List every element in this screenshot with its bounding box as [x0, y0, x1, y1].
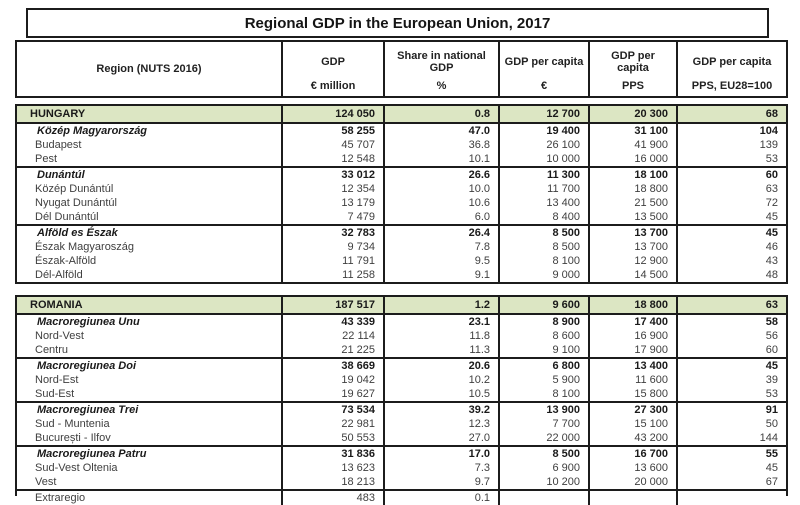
value-cell: 13 700: [588, 240, 676, 254]
value-cell: 19 400: [498, 124, 588, 138]
value-cell: 48: [676, 268, 786, 282]
value-cell: 10.5: [383, 387, 498, 401]
country-table-hungary: [15, 104, 788, 284]
header-column-unit: PPS, EU28=100: [691, 80, 773, 92]
value-cell: 50 553: [281, 431, 383, 445]
value-cell: 18 100: [588, 168, 676, 182]
value-cell: 7.8: [383, 240, 498, 254]
table-row: [17, 417, 786, 431]
region-group-2: [17, 224, 786, 282]
region-name: Alföld es Észak: [37, 227, 118, 239]
value-cell: 13 600: [588, 461, 676, 475]
region-name: Közép Dunántúl: [35, 183, 114, 195]
value-cell: 16 000: [588, 152, 676, 166]
value-cell: 12 700: [498, 106, 588, 122]
region-name: Dél-Alföld: [35, 269, 83, 281]
value-cell: 10.1: [383, 152, 498, 166]
column-header-row: [15, 40, 788, 98]
value-cell: 0.8: [383, 106, 498, 122]
value-cell: 7 700: [498, 417, 588, 431]
value-cell: 18 800: [588, 182, 676, 196]
clipped-partial-row: [15, 491, 788, 504]
table-row: [17, 475, 786, 489]
value-cell: 12 900: [588, 254, 676, 268]
value-cell: 187 517: [281, 297, 383, 313]
value-cell: 45: [676, 461, 786, 475]
value-cell: 38 669: [281, 359, 383, 373]
value-cell: 8 400: [498, 210, 588, 224]
country-table-romania: [15, 295, 788, 491]
header-column-label: Share in national GDP: [397, 50, 486, 74]
table-row: [17, 359, 786, 373]
header-column-label: GDP: [321, 56, 345, 68]
value-cell: 63: [676, 182, 786, 196]
region-name: Macroregiunea Trei: [37, 404, 139, 416]
region-group-1: [17, 166, 786, 224]
value-cell: 13 700: [588, 226, 676, 240]
value-cell: 18 800: [588, 297, 676, 313]
value-cell: 9.5: [383, 254, 498, 268]
value-cell: 22 000: [498, 431, 588, 445]
value-cell: 55: [676, 447, 786, 461]
value-cell: 39.2: [383, 403, 498, 417]
value-cell: 13 400: [588, 359, 676, 373]
value-cell: 45: [676, 226, 786, 240]
header-column-2: [498, 42, 588, 96]
value-cell: 8 500: [498, 447, 588, 461]
header-column-1: [383, 42, 498, 96]
table-row: [17, 461, 786, 475]
value-cell: 13 179: [281, 196, 383, 210]
table-row: [17, 343, 786, 357]
country-name: HUNGARY: [30, 108, 86, 120]
value-cell: 23.1: [383, 315, 498, 329]
value-cell: 22 114: [281, 329, 383, 343]
region-group-0: [17, 122, 786, 166]
region-group-1: [17, 357, 786, 401]
value-cell: 39: [676, 373, 786, 387]
value-cell: 60: [676, 168, 786, 182]
value-cell: 144: [676, 431, 786, 445]
table-row: [17, 196, 786, 210]
value-cell: 58: [676, 315, 786, 329]
value-cell: 13 623: [281, 461, 383, 475]
value-cell: 8 900: [498, 315, 588, 329]
region-name: Macroregiunea Patru: [37, 448, 147, 460]
value-cell: 21 500: [588, 196, 676, 210]
value-cell: 11 600: [588, 373, 676, 387]
header-column-label: GDP per capita: [611, 50, 655, 74]
region-name: Sud - Muntenia: [35, 418, 110, 430]
value-cell: 8 500: [498, 240, 588, 254]
value-cell: 68: [676, 106, 786, 122]
value-cell: 9 600: [498, 297, 588, 313]
value-cell: 11 791: [281, 254, 383, 268]
value-cell: 10 000: [498, 152, 588, 166]
value-cell: 20 300: [588, 106, 676, 122]
table-row: [17, 315, 786, 329]
table-row: [17, 447, 786, 461]
value-cell: 45: [676, 210, 786, 224]
header-column-unit: €: [540, 80, 548, 92]
value-cell: 32 783: [281, 226, 383, 240]
header-region-label: Region (NUTS 2016): [96, 63, 202, 75]
value-cell: 10.2: [383, 373, 498, 387]
value-cell: 10.6: [383, 196, 498, 210]
value-cell: 45 707: [281, 138, 383, 152]
value-cell: 8 500: [498, 226, 588, 240]
value-cell: 47.0: [383, 124, 498, 138]
value-cell: 11.3: [383, 343, 498, 357]
value-cell: [676, 491, 786, 505]
value-cell: 60: [676, 343, 786, 357]
value-cell: 15 800: [588, 387, 676, 401]
value-cell: 43 339: [281, 315, 383, 329]
value-cell: 27 300: [588, 403, 676, 417]
value-cell: 11 700: [498, 182, 588, 196]
value-cell: 18 213: [281, 475, 383, 489]
value-cell: 11.8: [383, 329, 498, 343]
region-name: Macroregiunea Unu: [37, 316, 140, 328]
value-cell: 17.0: [383, 447, 498, 461]
region-name: Észak Magyaroszág: [35, 241, 135, 253]
table-row: [17, 431, 786, 445]
country-name: ROMANIA: [30, 299, 83, 311]
value-cell: 12 354: [281, 182, 383, 196]
header-column-unit: %: [436, 80, 447, 92]
table-row: [17, 138, 786, 152]
header-column-unit: PPS: [621, 80, 644, 92]
value-cell: 6.0: [383, 210, 498, 224]
value-cell: 73 534: [281, 403, 383, 417]
table-row: [17, 124, 786, 138]
table-row: [17, 226, 786, 240]
region-name: Nyugat Dunántúl: [35, 197, 117, 209]
country-row: [17, 106, 786, 122]
value-cell: 8 100: [498, 387, 588, 401]
header-column-label: GDP per capita: [692, 56, 772, 68]
value-cell: 46: [676, 240, 786, 254]
value-cell: 12.3: [383, 417, 498, 431]
value-cell: 45: [676, 359, 786, 373]
value-cell: 26 100: [498, 138, 588, 152]
value-cell: 21 225: [281, 343, 383, 357]
table-row: [17, 210, 786, 224]
region-name: Dél Dunántúl: [35, 211, 99, 223]
value-cell: 10 200: [498, 475, 588, 489]
value-cell: 5 900: [498, 373, 588, 387]
header-column-0: [281, 42, 383, 96]
value-cell: 43 200: [588, 431, 676, 445]
value-cell: 15 100: [588, 417, 676, 431]
table-row: [17, 491, 786, 505]
value-cell: 1.2: [383, 297, 498, 313]
region-group-0: [17, 313, 786, 357]
value-cell: 9.1: [383, 268, 498, 282]
value-cell: 6 800: [498, 359, 588, 373]
value-cell: 19 042: [281, 373, 383, 387]
value-cell: 17 900: [588, 343, 676, 357]
value-cell: 9 000: [498, 268, 588, 282]
value-cell: 0.1: [383, 491, 498, 505]
header-column-4: [676, 42, 786, 96]
value-cell: 13 400: [498, 196, 588, 210]
value-cell: 12 548: [281, 152, 383, 166]
region-name: Sud-Est: [35, 388, 75, 400]
value-cell: 50: [676, 417, 786, 431]
country-row: [17, 297, 786, 313]
value-cell: [498, 491, 588, 505]
value-cell: 9 734: [281, 240, 383, 254]
table-row: [17, 403, 786, 417]
region-name: Nord-Est: [35, 374, 79, 386]
table-row: [17, 152, 786, 166]
value-cell: 53: [676, 152, 786, 166]
region-name: Sud-Vest Oltenia: [35, 462, 118, 474]
region-name: București - Ilfov: [35, 432, 111, 444]
value-cell: 16 700: [588, 447, 676, 461]
value-cell: 58 255: [281, 124, 383, 138]
region-name: Közép Magyarország: [37, 125, 148, 137]
value-cell: 8 600: [498, 329, 588, 343]
table-row: [17, 329, 786, 343]
value-cell: 483: [281, 491, 383, 505]
value-cell: 139: [676, 138, 786, 152]
region-name: Pest: [35, 153, 58, 165]
value-cell: 7 479: [281, 210, 383, 224]
table-row: [17, 182, 786, 196]
value-cell: 56: [676, 329, 786, 343]
value-cell: 17 400: [588, 315, 676, 329]
value-cell: 36.8: [383, 138, 498, 152]
value-cell: 91: [676, 403, 786, 417]
region-name: Nord-Vest: [35, 330, 84, 342]
value-cell: 41 900: [588, 138, 676, 152]
value-cell: 13 900: [498, 403, 588, 417]
value-cell: 16 900: [588, 329, 676, 343]
header-column-3: [588, 42, 676, 96]
region-name: Dunántúl: [37, 169, 85, 181]
table-row: [17, 254, 786, 268]
value-cell: 26.6: [383, 168, 498, 182]
value-cell: 11 258: [281, 268, 383, 282]
table-row: [17, 373, 786, 387]
value-cell: 124 050: [281, 106, 383, 122]
region-name: Extraregio: [35, 492, 86, 504]
value-cell: [588, 491, 676, 505]
value-cell: 53: [676, 387, 786, 401]
region-group-2: [17, 401, 786, 445]
value-cell: 43: [676, 254, 786, 268]
value-cell: 6 900: [498, 461, 588, 475]
value-cell: 8 100: [498, 254, 588, 268]
value-cell: 14 500: [588, 268, 676, 282]
value-cell: 67: [676, 475, 786, 489]
value-cell: 20.6: [383, 359, 498, 373]
region-name: Macroregiunea Doi: [37, 360, 137, 372]
value-cell: 19 627: [281, 387, 383, 401]
region-name: Vest: [35, 476, 57, 488]
table-row: [17, 168, 786, 182]
value-cell: 11 300: [498, 168, 588, 182]
value-cell: 72: [676, 196, 786, 210]
table-row: [17, 268, 786, 282]
header-column-label: GDP per capita: [504, 56, 584, 68]
header-column-unit: € million: [310, 80, 356, 92]
region-name: Észak-Alföld: [35, 255, 97, 267]
value-cell: 20 000: [588, 475, 676, 489]
value-cell: 31 100: [588, 124, 676, 138]
region-group-3: [17, 445, 786, 489]
value-cell: 9 100: [498, 343, 588, 357]
region-name: Budapest: [35, 139, 82, 151]
value-cell: 13 500: [588, 210, 676, 224]
value-cell: 33 012: [281, 168, 383, 182]
region-name: Centru: [35, 344, 69, 356]
value-cell: 27.0: [383, 431, 498, 445]
value-cell: 104: [676, 124, 786, 138]
value-cell: 7.3: [383, 461, 498, 475]
table-title: Regional GDP in the European Union, 2017: [26, 8, 769, 38]
value-cell: 22 981: [281, 417, 383, 431]
value-cell: 26.4: [383, 226, 498, 240]
table-row: [17, 387, 786, 401]
value-cell: 63: [676, 297, 786, 313]
country-tables: [15, 104, 788, 502]
value-cell: 10.0: [383, 182, 498, 196]
value-cell: 31 836: [281, 447, 383, 461]
value-cell: 9.7: [383, 475, 498, 489]
table-row: [17, 240, 786, 254]
